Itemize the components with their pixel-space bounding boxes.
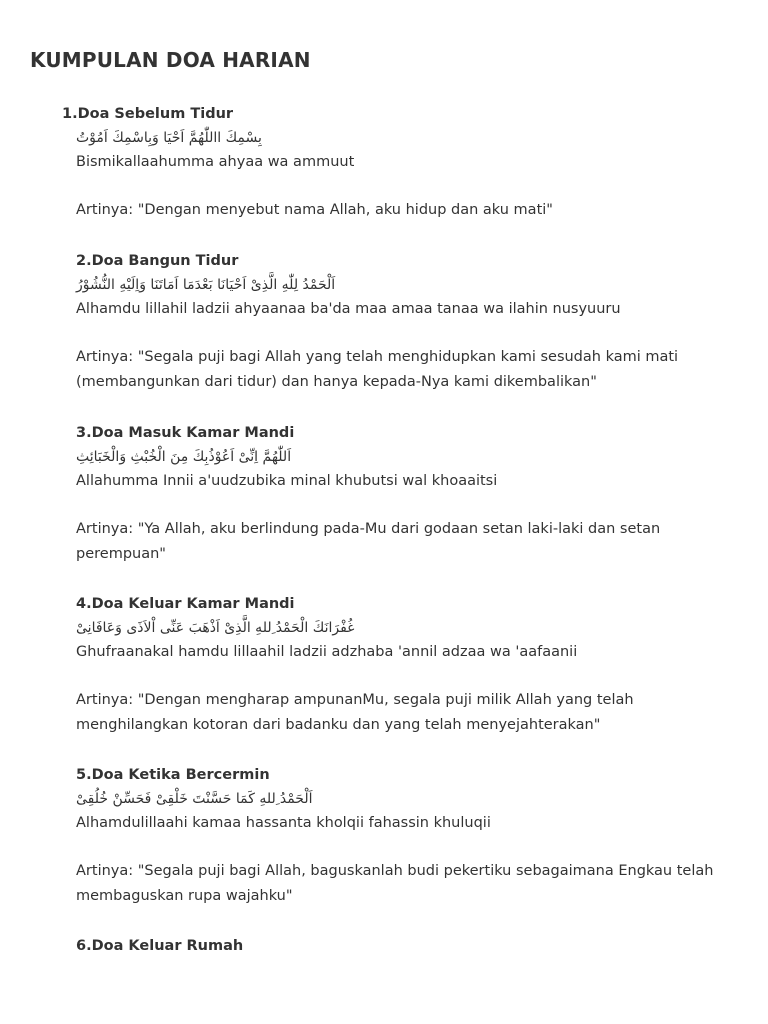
prayer-item-3 [76,421,724,566]
prayer-arabic-text: اَلْحَمْدُ لِلّٰهِ الَّذِىْ اَحْيَانَا بَعْدَمَا اَمَاتَنَا وَاِلَيْهِ النُّشُوْرُ [76,277,336,293]
prayer-meaning: Artinya: "Dengan mengharap ampunanMu, segala puji milik Allah yang telah menghilangkan kotoran dari badanku dan yang telah menyejahterakan" [76,692,634,733]
prayer-item-5 [76,763,724,908]
prayer-arabic-text: غُفْرَانَكَ الْحَمْدُ ِللهِ الَّذِىْ اَذْهَبَ عَنِّى اْلاَذَى وَعَافَانِىْ [76,620,355,636]
prayer-item-4 [76,592,724,737]
prayer-meaning: Artinya: "Ya Allah, aku berlindung pada-Mu dari godaan setan laki-laki dan setan perempuan" [76,521,661,562]
prayer-transliteration: Alhamdulillaahi kamaa hassanta kholqii fahassin khuluqii [76,815,491,831]
prayer-title: 4.Doa Keluar Kamar Mandi [76,596,295,612]
prayer-title: 3.Doa Masuk Kamar Mandi [76,425,295,441]
prayer-arabic-text: اَللّٰهُمَّ اِنِّىْ اَعُوْذُبِكَ مِنَ الْخُبْثِ وَالْخَبَائِثِ [76,449,292,465]
prayer-title: 5.Doa Ketika Bercermin [76,767,270,783]
prayer-arabic-text: اَلْحَمْدُ ِللهِ كَمَا حَسَّنْتَ خَلْقِىْ فَحَسِّنْ خُلُقِىْ [76,791,313,807]
prayer-title: 6.Doa Keluar Rumah [76,938,244,954]
prayer-title: 1.Doa Sebelum Tidur [62,106,234,122]
prayer-item-1 [62,102,710,223]
prayer-transliteration: Ghufraanakal hamdu lillaahil ladzii adzhaba 'annil adzaa wa 'aafaanii [76,644,578,660]
prayer-item-2 [76,249,724,394]
prayer-item-6 [76,934,724,958]
prayer-transliteration: Alhamdu lillahil ladzii ahyaanaa ba'da maa amaa tanaa wa ilahin nusyuuru [76,301,621,317]
prayer-meaning: Artinya: "Segala puji bagi Allah, baguskanlah budi pekertiku sebagaimana Engkau telah membaguskan rupa wajahku" [76,863,714,904]
prayer-meaning: Artinya: "Dengan menyebut nama Allah, aku hidup dan aku mati" [76,202,553,218]
prayer-arabic-text: بِسْمِكَ االلّٰهُمَّ اَحْيَا وَبِاسْمِكَ اَمُوْتُ [76,130,262,146]
page-title: KUMPULAN DOA HARIAN [30,48,311,72]
prayer-transliteration: Allahumma Innii a'uudzubika minal khubutsi wal khoaaitsi [76,473,498,489]
prayer-meaning: Artinya: "Segala puji bagi Allah yang telah menghidupkan kami sesudah kami mati (membangunkan dari tidur) dan hanya kepada-Nya kami dikembalikan" [76,349,679,390]
prayer-transliteration: Bismikallaahumma ahyaa wa ammuut [76,154,355,170]
prayer-title: 2.Doa Bangun Tidur [76,253,239,269]
